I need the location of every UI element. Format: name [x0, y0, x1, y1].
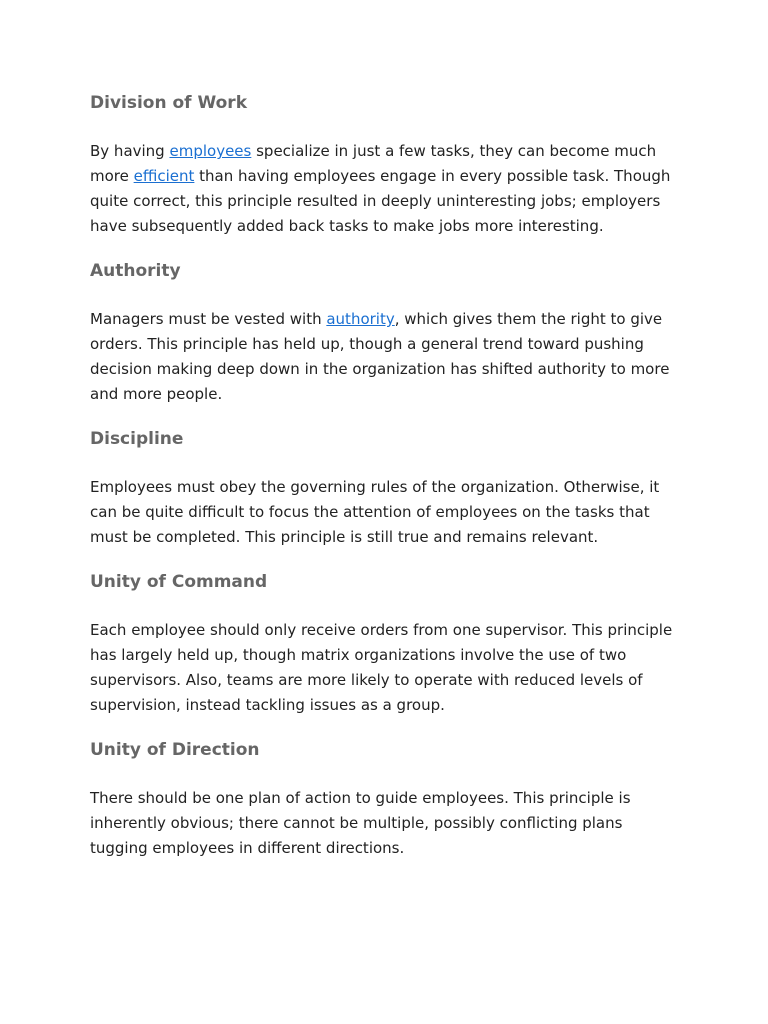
section-paragraph: Each employee should only receive orders from one supervisor. This principle has largely held up, though matrix organizations involve the use of two supervisors. Also, teams are more likely to operate with reduced levels of supervision, instead tackling issues as a group. — [90, 621, 673, 714]
section-unity-of-command — [90, 567, 680, 718]
efficient-link[interactable]: efficient — [133, 167, 195, 185]
employees-link[interactable]: employees — [169, 142, 252, 160]
section-authority — [90, 256, 680, 407]
section-heading: Division of Work — [90, 93, 248, 113]
section-division-of-work — [90, 88, 680, 239]
section-heading: Discipline — [90, 429, 184, 449]
document-page — [90, 88, 680, 861]
section-heading: Authority — [90, 261, 181, 281]
section-paragraph — [90, 139, 680, 239]
paragraph-text: specialize in just a few tasks, they can become much more — [90, 142, 657, 185]
authority-link[interactable]: authority — [326, 310, 395, 328]
section-paragraph: There should be one plan of action to guide employees. This principle is inherently obvious; there cannot be multiple, possibly conflicting plans tugging employees in different directions. — [90, 789, 631, 857]
section-heading: Unity of Command — [90, 572, 268, 592]
paragraph-text: , which gives them the right to give orders. This principle has held up, though a general trend toward pushing decision making deep down in the organization has shifted authority to more and more people. — [90, 310, 670, 403]
section-unity-of-direction — [90, 735, 680, 861]
section-discipline — [90, 424, 680, 550]
section-heading: Unity of Direction — [90, 740, 260, 760]
paragraph-text: Managers must be vested with — [90, 310, 327, 328]
section-paragraph: Employees must obey the governing rules of the organization. Otherwise, it can be quite difficult to focus the attention of employees on the tasks that must be completed. This principle is still true and remains relevant. — [90, 478, 660, 546]
section-paragraph — [90, 307, 680, 407]
paragraph-text: than having employees engage in every possible task. Though quite correct, this principle resulted in deeply uninteresting jobs; employers have subsequently added back tasks to make jobs more interesting. — [90, 167, 671, 235]
paragraph-text: By having — [90, 142, 170, 160]
